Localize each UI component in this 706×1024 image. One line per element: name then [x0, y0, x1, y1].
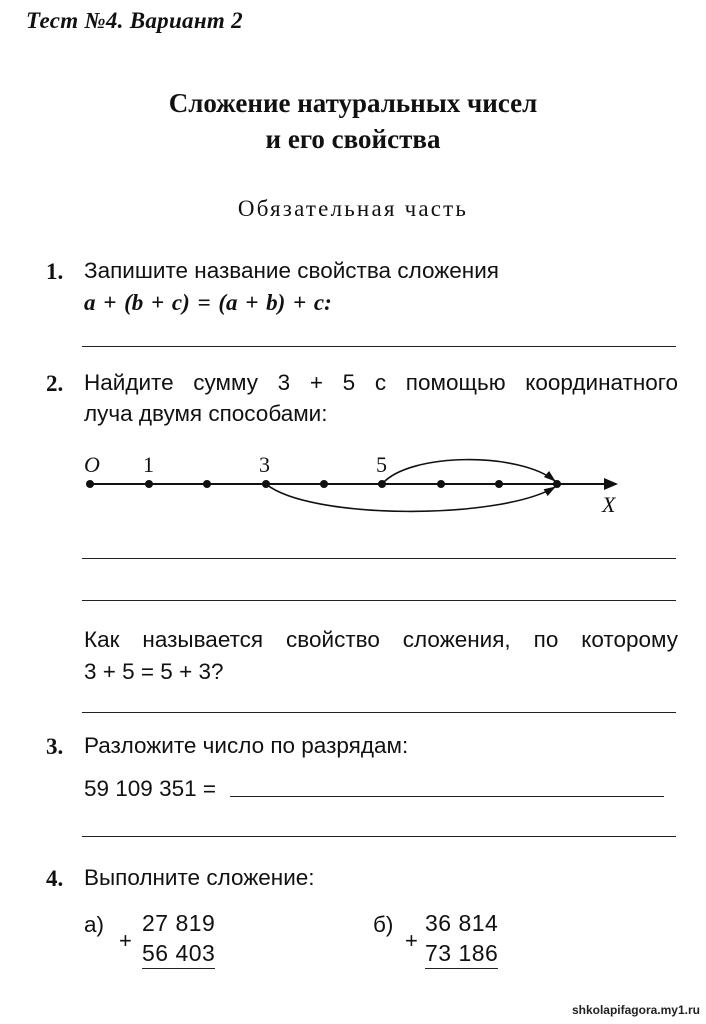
question-2-number: 2. [46, 371, 64, 396]
question-2-text-line1: Найдите сумму 3 + 5 с помощью координатного [84, 370, 678, 395]
question-1-number: 1. [46, 259, 64, 284]
axis-label-1: 1 [143, 452, 154, 477]
lower-arc-arrow [266, 484, 555, 511]
question-1-text: Запишите название свойства сложения [84, 258, 499, 283]
question-2-text-line2: луча двумя способами: [84, 401, 328, 426]
ray-point [145, 480, 153, 488]
problem-a-plus-sign: + [119, 928, 132, 953]
test-header: Тест №4. Вариант 2 [26, 8, 243, 33]
problem-a-bottom-number: 56 403 [142, 940, 215, 969]
page-title-line1: Сложение натуральных чисел [168, 88, 538, 118]
ray-point [203, 480, 211, 488]
section-label: Обязательная часть [237, 196, 469, 221]
answer-line-q2a[interactable] [82, 558, 676, 559]
axis-label-origin: O [84, 452, 100, 477]
problem-a-label: а) [84, 912, 105, 937]
question-1-formula: a + (b + c) = (a + b) + c: [84, 290, 332, 315]
question-4-text: Выполните сложение: [84, 865, 315, 890]
ray-point [320, 480, 328, 488]
ray-point [495, 480, 503, 488]
axis-label-5: 5 [376, 452, 387, 477]
question-4-number: 4. [46, 866, 64, 891]
question-3-text: Разложите число по разрядам: [84, 733, 409, 758]
upper-arc-arrow [382, 460, 555, 484]
problem-b-top-number: 36 814 [425, 910, 499, 936]
question-2-followup-line1: Как называется свойство сложения, по которому [84, 627, 678, 652]
page-title-line2: и его свойства [265, 124, 441, 154]
answer-line-q3a[interactable] [230, 796, 664, 797]
question-3-number: 3. [46, 734, 64, 759]
problem-b-plus-sign: + [405, 928, 418, 953]
ray-arrow-icon [604, 478, 618, 490]
question-3-number-expr: 59 109 351 = [84, 776, 217, 801]
question-2-followup-line2: 3 + 5 = 5 + 3? [84, 659, 224, 684]
site-watermark: shkolapifagora.my1.ru [571, 1003, 700, 1017]
answer-line-q2b[interactable] [82, 600, 676, 601]
answer-line-q2c[interactable] [82, 712, 676, 713]
ray-point [86, 480, 94, 488]
problem-a-top-number: 27 819 [142, 910, 216, 936]
axis-label-3: 3 [259, 452, 270, 477]
ray-point [437, 480, 445, 488]
axis-label-x: X [602, 492, 616, 517]
problem-b-bottom-number: 73 186 [425, 940, 498, 969]
answer-line-q3b[interactable] [82, 836, 676, 837]
problem-b-label: б) [373, 912, 394, 937]
